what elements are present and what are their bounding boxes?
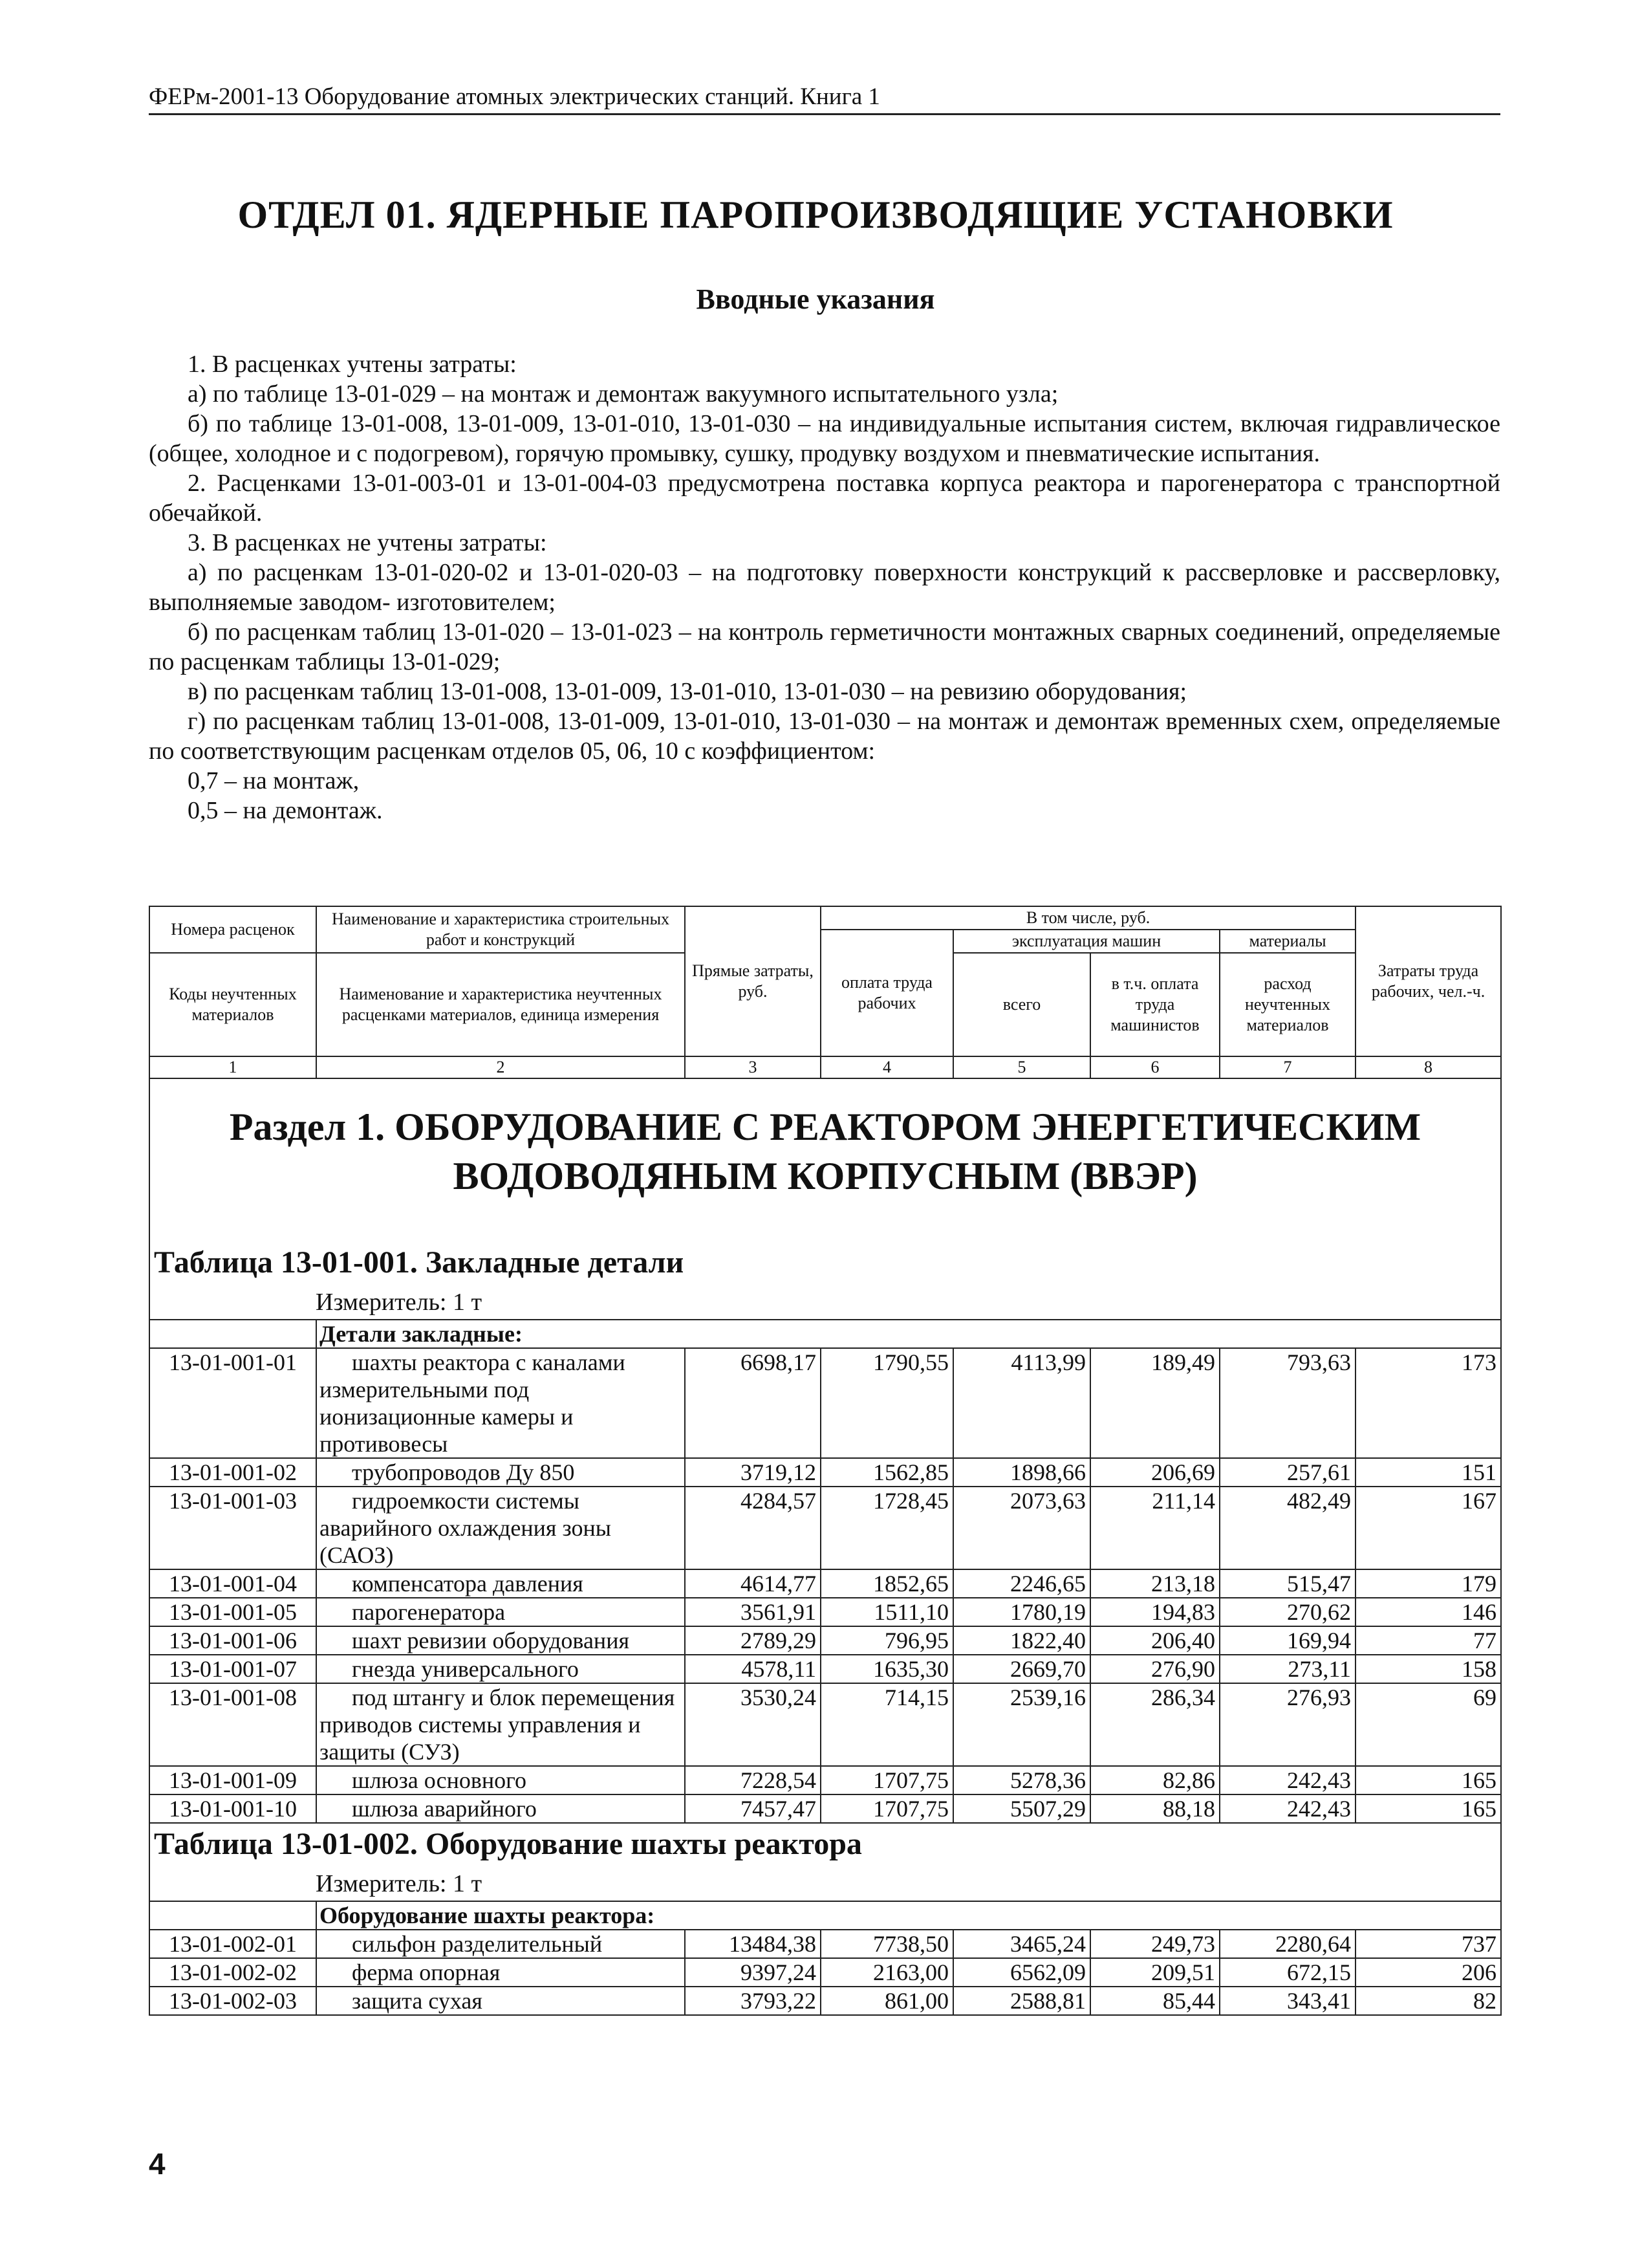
header-machines-total: всего xyxy=(953,953,1090,1056)
wages: 796,95 xyxy=(821,1626,953,1655)
labor: 165 xyxy=(1356,1794,1501,1823)
intro-paragraph: б) по расценкам таблиц 13-01-020 – 13-01-023 – на контроль герметичности монтажных сварных соединений, определяемые по расценкам таблицы 13-01-029; xyxy=(149,618,1500,675)
machines-total: 2669,70 xyxy=(953,1655,1090,1683)
column-number: 8 xyxy=(1356,1056,1501,1078)
wages: 861,00 xyxy=(821,1987,953,2015)
direct-costs: 7228,54 xyxy=(685,1766,821,1794)
rate-code: 13-01-001-09 xyxy=(149,1766,316,1794)
machinist-wages: 194,83 xyxy=(1090,1598,1220,1626)
rate-code: 13-01-002-03 xyxy=(149,1987,316,2015)
machinist-wages: 189,49 xyxy=(1090,1348,1220,1458)
empty-cell xyxy=(149,1320,316,1348)
table-row xyxy=(149,1766,1501,1794)
materials: 343,41 xyxy=(1220,1987,1356,2015)
machines-total: 4113,99 xyxy=(953,1348,1090,1458)
department-title: ОТДЕЛ 01. ЯДЕРНЫЕ ПАРОПРОИЗВОДЯЩИЕ УСТАНОВКИ xyxy=(237,193,1394,236)
intro-paragraph: а) по расценкам 13-01-020-02 и 13-01-020-03 – на подготовку поверхности конструкций к рассверловке и рассверловку, выполняемые заводом- изготовителем; xyxy=(149,559,1500,616)
labor: 167 xyxy=(1356,1487,1501,1569)
rate-code: 13-01-001-07 xyxy=(149,1655,316,1683)
direct-costs: 7457,47 xyxy=(685,1794,821,1823)
machines-total: 1780,19 xyxy=(953,1598,1090,1626)
column-number: 5 xyxy=(953,1056,1090,1078)
rate-code: 13-01-001-10 xyxy=(149,1794,316,1823)
rate-name xyxy=(316,1655,685,1683)
rate-name xyxy=(316,1569,685,1598)
direct-costs: 9397,24 xyxy=(685,1958,821,1987)
rate-name-text: шлюза аварийного xyxy=(352,1796,537,1822)
intro-paragraph: 1. В расценках учтены затраты: xyxy=(188,351,517,378)
table-row xyxy=(149,1598,1501,1626)
rate-code: 13-01-002-01 xyxy=(149,1930,316,1958)
column-number: 3 xyxy=(685,1056,821,1078)
intro-title: Вводные указания xyxy=(696,283,935,315)
empty-cell xyxy=(149,1901,316,1930)
column-number: 1 xyxy=(149,1056,316,1078)
materials: 2280,64 xyxy=(1220,1930,1356,1958)
table-title-cell xyxy=(149,1242,1501,1320)
materials: 515,47 xyxy=(1220,1569,1356,1598)
header-materials: материалы xyxy=(1220,930,1356,953)
table-meter: Измеритель: 1 т xyxy=(316,1870,482,1897)
table-row xyxy=(149,1569,1501,1598)
intro-paragraph: б) по таблице 13-01-008, 13-01-009, 13-01-010, 13-01-030 – на индивидуальные испытания систем, включая гидравлическое (общее, холодное и с подогревом), горячую промывку, сушку, продувку воздухом и пневматические испытания. xyxy=(149,410,1500,467)
wages: 1635,30 xyxy=(821,1655,953,1683)
section-title-line: Раздел 1. ОБОРУДОВАНИЕ С РЕАКТОРОМ ЭНЕРГЕТИЧЕСКИМ xyxy=(229,1106,1421,1148)
labor: 165 xyxy=(1356,1766,1501,1794)
column-number: 7 xyxy=(1220,1056,1356,1078)
machines-total: 1898,66 xyxy=(953,1458,1090,1487)
header-labor: Затраты труда рабочих, чел.-ч. xyxy=(1356,906,1501,1056)
rate-name-text: сильфон разделительный xyxy=(352,1931,603,1957)
rate-name xyxy=(316,1683,685,1766)
rate-name xyxy=(316,1598,685,1626)
rate-code: 13-01-001-06 xyxy=(149,1626,316,1655)
section-title-line: ВОДОВОДЯНЫМ КОРПУСНЫМ (ВВЭР) xyxy=(453,1155,1198,1197)
rate-name-text: гидроемкости системы аварийного охлаждения зоны (САОЗ) xyxy=(319,1488,611,1568)
machines-total: 2073,63 xyxy=(953,1487,1090,1569)
rate-name-text: под штангу и блок перемещения приводов системы управления и защиты (СУЗ) xyxy=(319,1685,675,1765)
table-row xyxy=(149,1930,1501,1958)
labor: 82 xyxy=(1356,1987,1501,2015)
machines-total: 1822,40 xyxy=(953,1626,1090,1655)
direct-costs: 3561,91 xyxy=(685,1598,821,1626)
section-title xyxy=(154,1079,1496,1242)
direct-costs: 4614,77 xyxy=(685,1569,821,1598)
table-row xyxy=(149,1487,1501,1569)
table-row xyxy=(149,1987,1501,2015)
direct-costs: 3719,12 xyxy=(685,1458,821,1487)
page-number: 4 xyxy=(149,2147,166,2181)
materials: 270,62 xyxy=(1220,1598,1356,1626)
machinist-wages: 206,69 xyxy=(1090,1458,1220,1487)
intro-paragraph: 2. Расценками 13-01-003-01 и 13-01-004-03 предусмотрена поставка корпуса реактора и парогенератора с транспортной обечайкой. xyxy=(149,470,1500,527)
rates-table xyxy=(149,906,1502,2016)
materials: 257,61 xyxy=(1220,1458,1356,1487)
machines-total: 2246,65 xyxy=(953,1569,1090,1598)
intro-paragraph: 0,7 – на монтаж, xyxy=(188,767,360,794)
machinist-wages: 88,18 xyxy=(1090,1794,1220,1823)
intro-text xyxy=(149,349,1500,825)
machinist-wages: 209,51 xyxy=(1090,1958,1220,1987)
rate-name xyxy=(316,1987,685,2015)
rate-name xyxy=(316,1958,685,1987)
rate-name-text: защита сухая xyxy=(352,1988,482,2014)
direct-costs: 3530,24 xyxy=(685,1683,821,1766)
labor: 146 xyxy=(1356,1598,1501,1626)
table-row xyxy=(149,1348,1501,1458)
table-title-cell xyxy=(149,1823,1501,1901)
machines-total: 2588,81 xyxy=(953,1987,1090,2015)
rate-name xyxy=(316,1487,685,1569)
table-row xyxy=(149,1458,1501,1487)
wages: 1511,10 xyxy=(821,1598,953,1626)
header-machinist-wages: в т.ч. оплата труда машинистов xyxy=(1090,953,1220,1056)
direct-costs: 6698,17 xyxy=(685,1348,821,1458)
rate-code: 13-01-001-08 xyxy=(149,1683,316,1766)
rate-name xyxy=(316,1794,685,1823)
table-row xyxy=(149,1958,1501,1987)
direct-costs: 2789,29 xyxy=(685,1626,821,1655)
header-material-consumption: расход неучтенных материалов xyxy=(1220,953,1356,1056)
rate-code: 13-01-001-04 xyxy=(149,1569,316,1598)
column-numbers-row xyxy=(149,1056,1501,1078)
rate-code: 13-01-002-02 xyxy=(149,1958,316,1987)
rate-name xyxy=(316,1458,685,1487)
materials: 482,49 xyxy=(1220,1487,1356,1569)
machinist-wages: 286,34 xyxy=(1090,1683,1220,1766)
rate-name-text: ферма опорная xyxy=(352,1959,501,1985)
wages: 1728,45 xyxy=(821,1487,953,1569)
rate-code: 13-01-001-05 xyxy=(149,1598,316,1626)
materials: 169,94 xyxy=(1220,1626,1356,1655)
table-row xyxy=(149,1683,1501,1766)
materials: 276,93 xyxy=(1220,1683,1356,1766)
direct-costs: 3793,22 xyxy=(685,1987,821,2015)
machines-total: 6562,09 xyxy=(953,1958,1090,1987)
machinist-wages: 276,90 xyxy=(1090,1655,1220,1683)
header-machines: эксплуатация машин xyxy=(953,930,1220,953)
header-codes: Коды неучтенных материалов xyxy=(149,953,316,1056)
machinist-wages: 211,14 xyxy=(1090,1487,1220,1569)
rate-name-text: гнезда универсального xyxy=(352,1656,579,1682)
labor: 206 xyxy=(1356,1958,1501,1987)
header-wages: оплата труда рабочих xyxy=(821,930,953,1056)
direct-costs: 4284,57 xyxy=(685,1487,821,1569)
labor: 737 xyxy=(1356,1930,1501,1958)
table-row xyxy=(149,1655,1501,1683)
wages: 1562,85 xyxy=(821,1458,953,1487)
machines-total: 3465,24 xyxy=(953,1930,1090,1958)
column-number: 4 xyxy=(821,1056,953,1078)
rate-code: 13-01-001-02 xyxy=(149,1458,316,1487)
rate-name xyxy=(316,1766,685,1794)
materials: 242,43 xyxy=(1220,1766,1356,1794)
column-number: 2 xyxy=(316,1056,685,1078)
machinist-wages: 85,44 xyxy=(1090,1987,1220,2015)
rate-name-text: шлюза основного xyxy=(352,1767,527,1793)
table-row xyxy=(149,1794,1501,1823)
machinist-wages: 82,86 xyxy=(1090,1766,1220,1794)
rate-name-text: шахты реактора с каналами измерительными под ионизационные камеры и противовесы xyxy=(319,1349,625,1457)
wages: 7738,50 xyxy=(821,1930,953,1958)
intro-paragraph: а) по таблице 13-01-029 – на монтаж и демонтаж вакуумного испытательного узла; xyxy=(188,380,1059,408)
materials: 273,11 xyxy=(1220,1655,1356,1683)
direct-costs: 13484,38 xyxy=(685,1930,821,1958)
rate-name xyxy=(316,1930,685,1958)
rate-code: 13-01-001-01 xyxy=(149,1348,316,1458)
rate-name-text: парогенератора xyxy=(352,1599,506,1625)
header-rate-numbers: Номера расценок xyxy=(149,906,316,953)
column-number: 6 xyxy=(1090,1056,1220,1078)
labor: 158 xyxy=(1356,1655,1501,1683)
labor: 77 xyxy=(1356,1626,1501,1655)
materials: 242,43 xyxy=(1220,1794,1356,1823)
wages: 1707,75 xyxy=(821,1766,953,1794)
intro-paragraph: 3. В расценках не учтены затраты: xyxy=(188,529,547,556)
labor: 173 xyxy=(1356,1348,1501,1458)
materials: 672,15 xyxy=(1220,1958,1356,1987)
group-label: Оборудование шахты реактора: xyxy=(316,1901,1501,1930)
machinist-wages: 249,73 xyxy=(1090,1930,1220,1958)
table-meter: Измеритель: 1 т xyxy=(316,1289,482,1316)
table-title: Таблица 13-01-001. Закладные детали xyxy=(154,1245,684,1280)
rate-name xyxy=(316,1626,685,1655)
rate-name-text: трубопроводов Ду 850 xyxy=(352,1459,575,1485)
header-incl: В том числе, руб. xyxy=(821,906,1356,930)
table-row xyxy=(149,1626,1501,1655)
header-name-materials: Наименование и характеристика неучтенных расценками материалов, единица измерения xyxy=(316,953,685,1056)
running-head: ФЕРм-2001-13 Оборудование атомных электрических станций. Книга 1 xyxy=(149,83,1500,115)
machines-total: 2539,16 xyxy=(953,1683,1090,1766)
labor: 69 xyxy=(1356,1683,1501,1766)
header-direct-costs: Прямые затраты, руб. xyxy=(685,906,821,1056)
wages: 2163,00 xyxy=(821,1958,953,1987)
labor: 151 xyxy=(1356,1458,1501,1487)
rate-name-text: шахт ревизии оборудования xyxy=(352,1628,630,1653)
header-name-works: Наименование и характеристика строительных работ и конструкций xyxy=(316,906,685,953)
wages: 1790,55 xyxy=(821,1348,953,1458)
rate-code: 13-01-001-03 xyxy=(149,1487,316,1569)
table-title: Таблица 13-01-002. Оборудование шахты реактора xyxy=(154,1827,862,1861)
machines-total: 5507,29 xyxy=(953,1794,1090,1823)
intro-paragraph: г) по расценкам таблиц 13-01-008, 13-01-009, 13-01-010, 13-01-030 – на монтаж и демонтаж временных схем, определяемые по соответствующим расценкам отделов 05, 06, 10 с коэффициентом: xyxy=(149,708,1500,765)
group-label: Детали закладные: xyxy=(316,1320,1501,1348)
labor: 179 xyxy=(1356,1569,1501,1598)
machinist-wages: 206,40 xyxy=(1090,1626,1220,1655)
wages: 714,15 xyxy=(821,1683,953,1766)
wages: 1852,65 xyxy=(821,1569,953,1598)
machines-total: 5278,36 xyxy=(953,1766,1090,1794)
wages: 1707,75 xyxy=(821,1794,953,1823)
rate-name xyxy=(316,1348,685,1458)
rate-name-text: компенсатора давления xyxy=(352,1571,583,1597)
intro-paragraph: в) по расценкам таблиц 13-01-008, 13-01-009, 13-01-010, 13-01-030 – на ревизию оборудования; xyxy=(188,678,1187,705)
direct-costs: 4578,11 xyxy=(685,1655,821,1683)
intro-paragraph: 0,5 – на демонтаж. xyxy=(188,797,383,824)
materials: 793,63 xyxy=(1220,1348,1356,1458)
machinist-wages: 213,18 xyxy=(1090,1569,1220,1598)
